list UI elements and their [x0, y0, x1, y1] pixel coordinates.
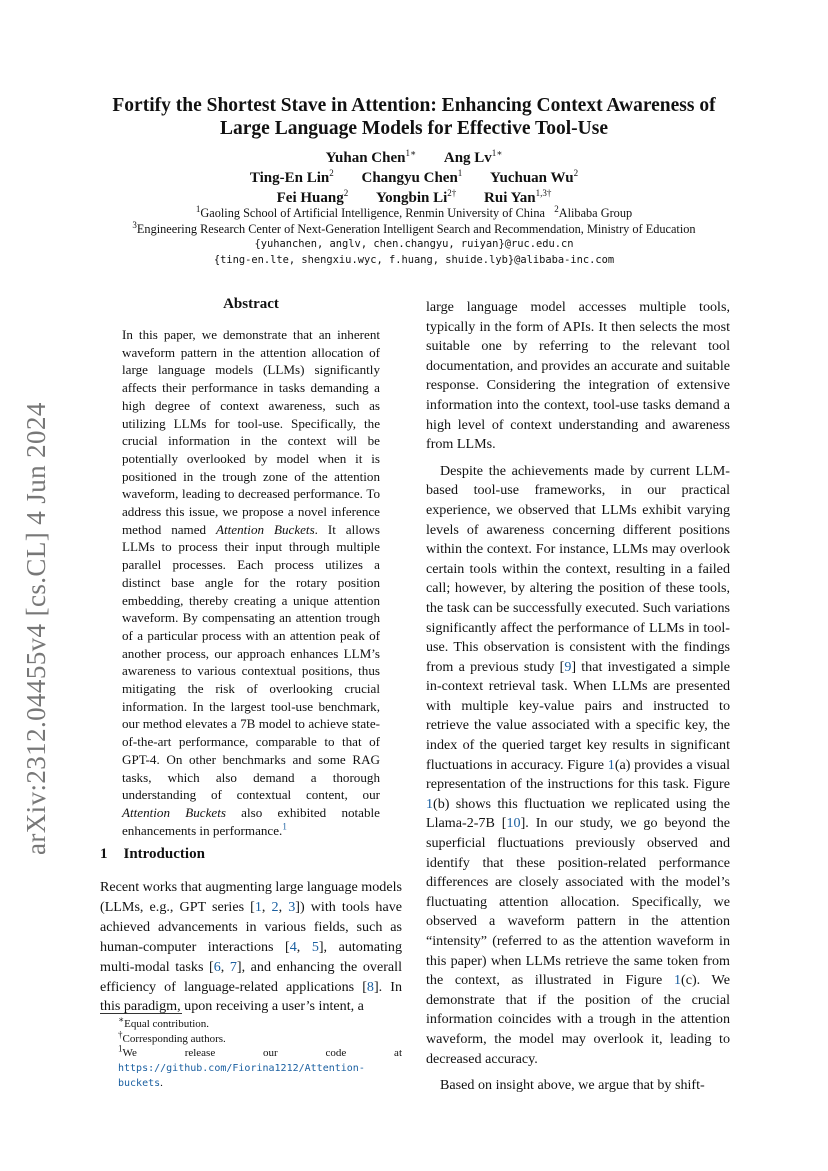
author: Ting-En Lin$^2$: [249, 168, 334, 186]
title-line: Fortify the Shortest Stave in Attention: Enhancing Context Awareness of: [112, 95, 716, 116]
citation-link[interactable]: 9: [564, 658, 572, 675]
footnote-equal-contribution: ∗Equal contribution.: [118, 1014, 210, 1030]
title-line: Large Language Models for Effective Tool-Use: [220, 118, 608, 139]
paragraph: large language model accesses multiple tools, typically in the form of APIs. It then selects the most suitable one by referring to the relevant tool documentation, and provides an accurate and suitable response. Considering the integration of extensive information into the context, tool-use tasks demand a high level of context understanding and awareness from LLMs.: [426, 299, 730, 453]
affiliation-line: $^3$Engineering Research Center of Next-Generation Intelligent Search and Recommendation, Ministry of Education: [132, 219, 696, 236]
author: Rui Yan$^{1,3\dagger}$: [484, 188, 552, 206]
citation-link[interactable]: 6: [213, 958, 221, 975]
footnote-divider: [100, 1013, 182, 1014]
paragraph: Based on insight above, we argue that by shift-: [440, 1077, 705, 1094]
author-list: [60, 148, 768, 208]
email-line[interactable]: {ting-en.lte, shengxiu.wyc, f.huang, shuide.lyb}@alibaba-inc.com: [213, 253, 615, 266]
affiliation-line: $^1$Gaoling School of Artificial Intelligence, Renmin University of China $^2$Alibaba Group: [195, 203, 633, 220]
figure-link[interactable]: 1: [426, 795, 434, 812]
author-row: [60, 168, 768, 188]
footnote-code-release: $^1$We release our code at https://github.com/Fiorina1212/Attention-buckets.: [118, 1043, 402, 1089]
method-name: Attention Buckets: [216, 521, 315, 537]
figure-link[interactable]: 1: [673, 972, 681, 989]
author: Yuhan Chen$^{1∗}$: [325, 148, 417, 166]
paragraph: Despite the achievements made by current LLM-based tool-use frameworks, in our practical experience, we observed that LLMs exhibit varying levels of awareness concerning different positions within the context. For instance, LLMs may overlook certain tools within the context, resulting in a failed call; however, by altering the position of these tools, the task can be successfully executed. Such variations significantly affect the performance of LLMs in tool-use. This observation is consistent with the findings from a previous study [9] that investigated a simple in-context retrieval task. When LLMs are presented with multiple key-value pairs and instructed to retrieve the value associated with a specific key, the index of the queried target key results in significant fluctuations in accuracy. Figure 1(a) provides a visual representation of the instructions for this task. Figure 1(b) shows this fluctuation we replicated using the Llama-2-7B [10]. In our study, we go beyond the superficial fluctuations previously observed and identify that these position-related performance differences are closely associated with the model’s fluctuating attention allocation. Specifically, we observed a waveform pattern in the attention “intensity” (referred to as the attention waveform in this paper) when LLMs retrieve the same token from the context, as illustrated in Figure 1(c). We demonstrate that if the position of the crucial information coincides with a trough in the attention waveform, the model may overlook it, leading to decreased accuracy.: [426, 462, 730, 1067]
footnotes: [100, 1014, 402, 1092]
introduction-body: Recent works that augmenting large language models (LLMs, e.g., GPT series [1, 2, 3]) with tools have achieved advancements in various fields, such as human-computer interactions [4, 5], automating multi-modal tasks [6, 7], and enhancing the overall efficiency of language-related applications [8]. In this paradigm, upon receiving a user’s intent, a: [100, 879, 403, 1015]
email-line[interactable]: {yuhanchen, anglv, chen.changyu, ruiyan}@ruc.edu.cn: [254, 238, 574, 250]
author-emails: [60, 237, 768, 268]
figure-link[interactable]: 1: [607, 756, 615, 773]
abstract-body: In this paper, we demonstrate that an inherent waveform pattern in the attention allocation of large language models (LLMs) significantly affects their performance in tasks demanding a high degree of context awareness, such as utilizing LLMs for tool-use. Specifically, the crucial information in the context will be potentially overlooked by model when it is positioned in the trough zone of the attention waveform, leading to decreased performance. To address this issue, we propose a novel inference method named Attention Buckets. It allows LLMs to process their input through multiple parallel processes. Each process utilizes a distinct base angle for the rotary position embedding, thereby creating a unique attention waveform. By compensating an attention trough of a particular process with an attention peak of another process, our approach enhances LLM’s awareness to various contextual positions, thus mitigating the risk of overlooking crucial information. In the largest tool-use benchmark, our method elevates a 7B model to achieve state-of-the-art performance, comparable to that of GPT-4. On other benchmarks and some RAG tasks, which also demand a thorough understanding of contextual content, our Attention Buckets also exhibited notable enhancements in performance.$^1$: [122, 327, 380, 838]
affiliations: [60, 203, 768, 237]
author: Fei Huang$^2$: [276, 188, 349, 206]
arxiv-identifier: arXiv:2312.04455v4 [cs.CL] 4 Jun 2024: [21, 402, 51, 855]
citation-link[interactable]: 4: [289, 938, 297, 955]
code-url-link[interactable]: https://github.com/Fiorina1212/Attention-buckets: [118, 1062, 365, 1089]
citation-link[interactable]: 5: [311, 938, 319, 955]
paper-title: [60, 94, 768, 140]
author-row: [60, 148, 768, 168]
footnote-corresponding: †Corresponding authors.: [118, 1028, 226, 1045]
citation-link[interactable]: 1: [254, 898, 262, 915]
citation-link[interactable]: 2: [271, 898, 279, 915]
author-row: [60, 188, 768, 208]
citation-link[interactable]: 3: [288, 898, 296, 915]
author: Changyu Chen$^1$: [361, 168, 463, 186]
citation-link[interactable]: 7: [229, 958, 237, 975]
abstract-heading: Abstract: [223, 296, 279, 312]
author: Yuchuan Wu$^2$: [490, 168, 579, 186]
section-heading-introduction: 1 Introduction: [100, 846, 205, 862]
right-column-body: [426, 298, 730, 1103]
author: Ang $Lv^{1∗}$: [443, 148, 503, 166]
citation-link[interactable]: 8: [366, 978, 374, 995]
citation-link[interactable]: 10: [506, 815, 521, 832]
author: Yongbin $Li^{2\dagger}$: [375, 188, 457, 206]
method-name: Attention Buckets: [122, 804, 226, 820]
footnote-ref[interactable]: 1: [282, 821, 287, 832]
